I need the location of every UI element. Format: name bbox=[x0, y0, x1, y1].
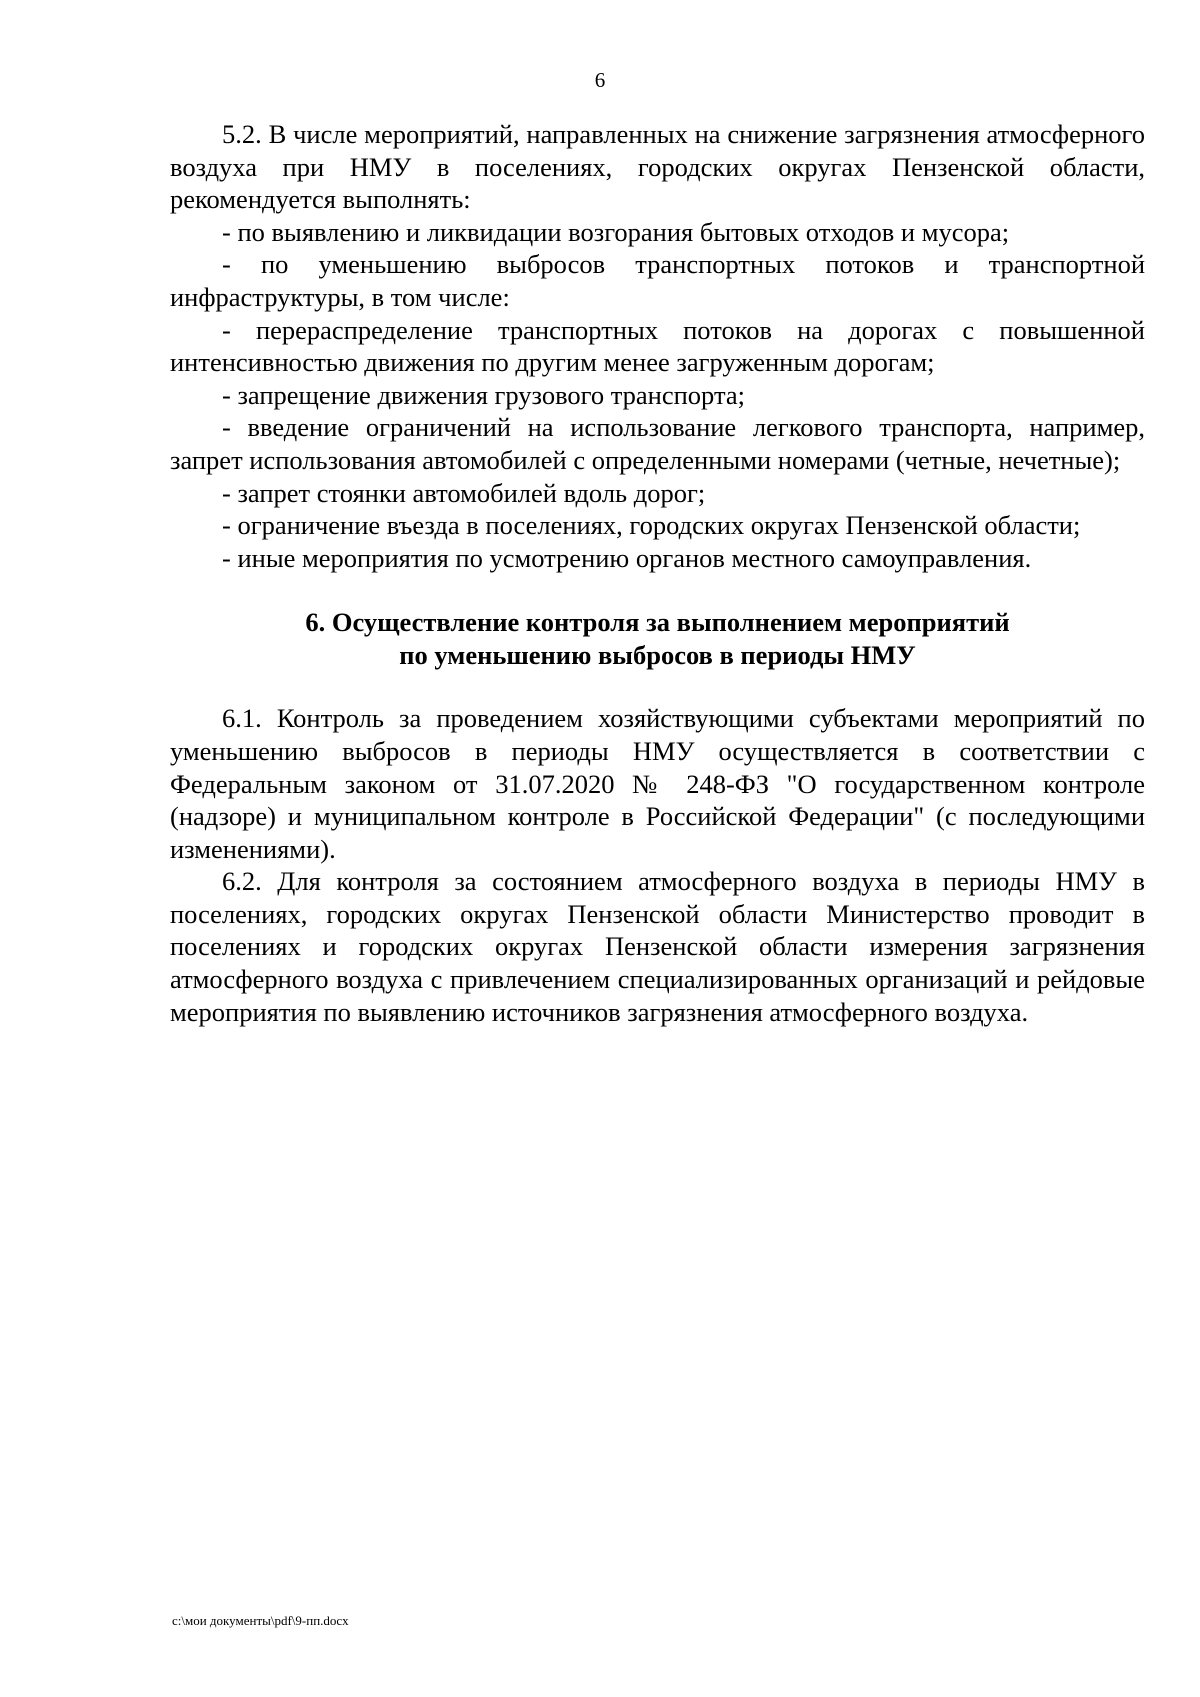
list-item-waste-fires: - по выявлению и ликвидации возгорания бытовых отходов и мусора; bbox=[222, 216, 1010, 247]
paragraph-6-2: 6.2. Для контроля за состоянием атмосферного воздуха в периоды НМУ в поселениях, городских округах Пензенской области Министерство проводит в поселениях и городских округах Пензенской области измерения загрязнения атмосферного воздуха с привлечением специализированных организаций и рейдовые мероприятия по выявлению источников загрязнения атмосферного воздуха. bbox=[170, 866, 1145, 1027]
list-item-entry-restriction: - ограничение въезда в поселениях, городских округах Пензенской области; bbox=[222, 510, 1081, 541]
list-item-parking-ban: - запрет стоянки автомобилей вдоль дорог; bbox=[222, 477, 706, 508]
section-6-heading bbox=[170, 606, 1145, 672]
section-6-heading-line-1: 6. Осуществление контроля за выполнением мероприятий bbox=[305, 607, 1010, 638]
footer-file-path: c:\мои документы\pdf\9-пп.docx bbox=[172, 1613, 349, 1628]
list-item-other-measures: - иные мероприятия по усмотрению органов местного самоуправления. bbox=[222, 542, 1032, 573]
list-item-truck-ban: - запрещение движения грузового транспорта; bbox=[222, 379, 745, 410]
list-item-traffic-redistribution: - перераспределение транспортных потоков на дорогах с повышенной интенсивностью движения по другим менее загруженным дорогам; bbox=[170, 314, 1145, 378]
document-body bbox=[170, 118, 1145, 1028]
paragraph-5-2: 5.2. В числе мероприятий, направленных на снижение загрязнения атмосферного воздуха при НМУ в поселениях, городских округах Пензенской области, рекомендуется выполнять: bbox=[170, 119, 1145, 215]
list-item-transport-emissions: - по уменьшению выбросов транспортных потоков и транспортной инфраструктуры, в том числе: bbox=[170, 249, 1145, 312]
page-number: 6 bbox=[594, 68, 606, 92]
section-6-heading-line-2: по уменьшению выбросов в периоды НМУ bbox=[399, 640, 916, 671]
paragraph-6-1: 6.1. Контроль за проведением хозяйствующими субъектами мероприятий по уменьшению выбросов в периоды НМУ осуществляется в соответствии с Федеральным законом от 31.07.2020 № 248-ФЗ "О государственном контроле (надзоре) и муниципальном контроле в Российской Федерации" (с последующими изменениями). bbox=[170, 703, 1145, 864]
list-item-car-restrictions: - введение ограничений на использование легкового транспорта, например, запрет использования автомобилей с определенными номерами (четные, нечетные); bbox=[170, 412, 1145, 475]
